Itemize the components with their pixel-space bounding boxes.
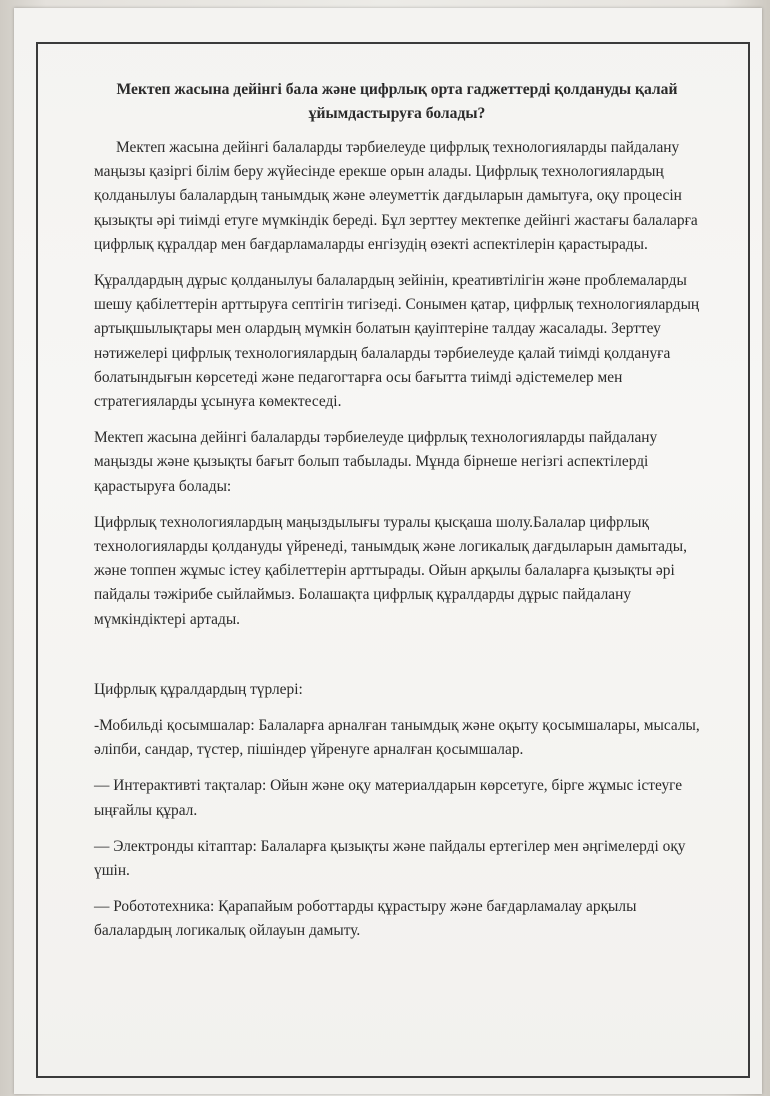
types-heading: Цифрлық құралдардың түрлері: [94, 680, 303, 698]
paragraph-tools-usage: Құралдардың дұрыс қолданылуы балалардың зейінін, креативтілігін және проблемаларды шешу қабілеттерін арттыруға септігін тигізеді. Сонымен қатар, цифрлық технологиялардың артықшылықтары мен олардың мүмкін болатын қауіптеріне талдау жасалады. Зерттеу нәтижелері цифрлық технологиялардың балаларды тәрбиелеуде қалай тиімді қолдануға болатындығын көрсетеді және педагогтарға осы бағытта тиімді әдістемелер мен стратегияларды ұсынуға көмектеседі. [94, 272, 700, 411]
type-item-robotics: — Робототехника: Қарапайым роботтарды құрастыру және бағдарламалау арқылы балалардың логикалық ойлауын дамыту. [94, 898, 637, 940]
spacer [94, 644, 710, 678]
type-item-mobile-apps: -Мобильді қосымшалар: Балаларға арналған танымдық және оқыту қосымшалары, мысалы, әліпби, сандар, түстер, пішіндер үйренуге арналған қосымшалар. [94, 717, 700, 759]
document-title: Мектеп жасына дейінгі бала және цифрлық орта гаджеттерді қолдануды қалай ұйымдастыруға болады? [116, 81, 678, 122]
type-item-interactive-boards: — Интерактивті тақталар: Ойын және оқу материалдарын көрсетуге, бірге жұмыс істеуге ыңғайлы құрал. [94, 777, 683, 819]
document-content [94, 66, 710, 956]
paragraph-intro: Мектеп жасына дейінгі балаларды тәрбиелеуде цифрлық технологияларды пайдалану маңызы қазіргі білім беру жүйесінде ерекше орын алады. Цифрлық технологиялардың қолданылуы балалардың танымдық және әлеуметтік дағдыларын дамытуға, оқу процесін қызықты әрі тиімді етуге мүмкіндік береді. Бұл зерттеу мектепке дейінгі жастағы балаларға цифрлық құралдар мен бағдарламаларды енгізудің өзекті аспектілерін қарастырады. [94, 139, 698, 253]
type-item-ebooks: — Электронды кітаптар: Балаларға қызықты және пайдалы ертегілер мен әңгімелерді оқу үшін. [94, 837, 686, 880]
paragraph-overview: Цифрлық технологиялардың маңыздылығы туралы қысқаша шолу.Балалар цифрлық технологияларды қолдануды үйренеді, танымдық және логикалық дағдыларын дамытады, және топпен жұмыс істеу қабілеттерін арттырады. Ойын арқылы балаларға қызықты әрі пайдалы тәжірибе сыйлаймыз. Болашақта цифрлық құралдарды дұрыс пайдалану мүмкіндіктері артады. [94, 513, 687, 628]
paragraph-aspects: Мектеп жасына дейінгі балаларды тәрбиелеуде цифрлық технологияларды пайдалану маңызды және қызықты бағыт болып табылады. Мұнда бірнеше негізгі аспектілерді қарастыруға болады: [94, 429, 658, 495]
